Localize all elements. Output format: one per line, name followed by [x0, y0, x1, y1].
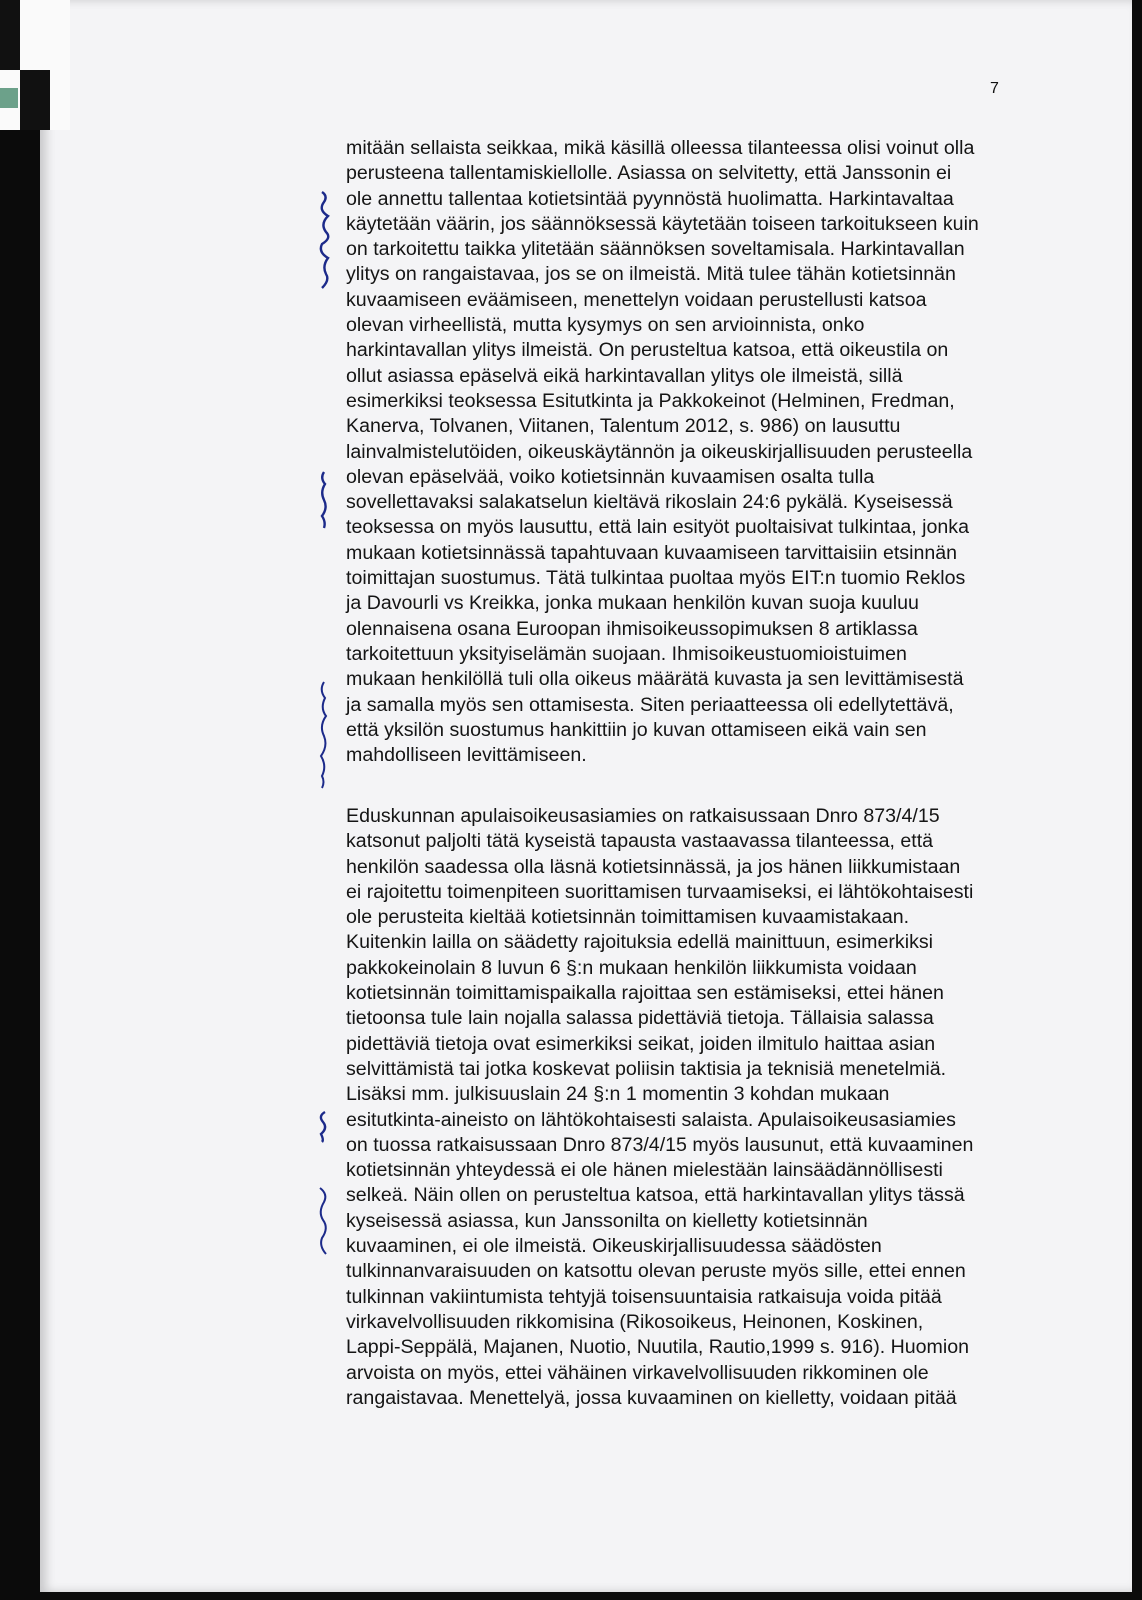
text-line: katsonut paljolti tätä kyseistä tapausta vastaavassa tilanteessa, että — [346, 830, 934, 853]
text-line: sovellettavaksi salakatselun kieltävä rikoslain 24:6 pykälä. Kyseisessä — [346, 491, 953, 514]
text-line: että yksilön suostumus hankittiin jo kuvan ottamiseen eikä vain sen — [346, 718, 927, 741]
text-line: tietoonsa tule lain nojalla salassa pidettäviä tietoja. Tällaisia salassa — [346, 1007, 934, 1030]
text-line: harkintavallan ylitys ilmeistä. On perusteltua katsoa, että oikeustila on — [346, 339, 949, 362]
margin-squiggle-icon — [316, 680, 332, 790]
text-line: perusteena tallentamiskiellolle. Asiassa on selvitetty, että Janssonin ei — [346, 162, 952, 185]
text-line: tarkoitettuun yksityiselämän suojaan. Ihmisoikeustuomioistuimen — [346, 642, 907, 665]
text-line: pidettäviä tietoja ovat esimerkiksi seikat, joiden ilmitulo haittaa asian — [346, 1032, 936, 1055]
paragraph-1 — [346, 136, 1106, 768]
text-line: käytetään väärin, jos säännöksessä käytetään toiseen tarkoitukseen kuin — [346, 212, 979, 235]
scan-artifact — [0, 0, 70, 130]
text-line: ole annettu tallentaa kotietsintää pyynnöstä huolimatta. Harkintavaltaa — [346, 187, 954, 210]
text-line: on tarkoitettu taikka ylitetään säännöksen soveltamisala. Harkintavallan — [346, 238, 965, 261]
text-line: on tuossa ratkaisussaan Dnro 873/4/15 myös lausunut, että kuvaaminen — [346, 1133, 974, 1156]
text-line: mitään sellaista seikkaa, mikä käsillä olleessa tilanteessa olisi voinut olla — [346, 137, 975, 159]
text-line: pakkokeinolain 8 luvun 6 §:n mukaan henkilön liikkumista voidaan — [346, 956, 917, 979]
text-line: mahdolliseen levittämiseen. — [346, 744, 587, 767]
text-line: selkeä. Näin ollen on perusteltua katsoa, että harkintavallan ylitys tässä — [346, 1184, 965, 1207]
text-line: lainvalmistelutöiden, oikeuskäytännön ja oikeuskirjallisuuden perusteella — [346, 440, 973, 463]
page-number: 7 — [990, 80, 999, 97]
text-line: kuvaamiseen eväämiseen, menettelyn voidaan perustellusti katsoa — [346, 288, 927, 311]
text-line: ja Davourli vs Kreikka, jonka mukaan henkilön kuvan suoja kuuluu — [346, 592, 919, 615]
text-line: ja samalla myös sen ottamisesta. Siten periaatteessa oli edellytettävä, — [346, 693, 954, 716]
text-line: olevan epäselvää, voiko kotietsinnän kuvaamisen osalta tulla — [346, 465, 875, 488]
text-line: olevan virheellistä, mutta kysymys on sen arvioinnista, onko — [346, 314, 865, 337]
text-line: kotietsinnän yhteydessä ei ole hänen mielestään lainsäädännöllisesti — [346, 1159, 943, 1182]
text-line: esimerkiksi teoksessa Esitutkinta ja Pakkokeinot (Helminen, Fredman, — [346, 389, 955, 412]
text-line: toimittajan suostumus. Tätä tulkintaa puoltaa myös EIT:n tuomio Reklos — [346, 567, 966, 590]
document-page — [40, 0, 1132, 1592]
margin-squiggle-icon — [316, 1186, 332, 1256]
text-line: esitutkinta-aineisto on lähtökohtaisesti salaista. Apulaisoikeusasiamies — [346, 1108, 956, 1131]
text-line: kotietsinnän toimittamispaikalla rajoittaa sen estämiseksi, ettei hänen — [346, 982, 944, 1005]
text-line: kyseisessä asiassa, kun Janssonilta on kielletty kotietsinnän — [346, 1209, 868, 1232]
text-line: teoksessa on myös lausuttu, että lain esityöt puoltaisivat tulkintaa, jonka — [346, 516, 969, 539]
margin-squiggle-icon — [316, 1110, 330, 1144]
text-line: ylitys on rangaistavaa, jos se on ilmeistä. Mitä tulee tähän kotietsinnän — [346, 263, 956, 286]
margin-squiggle-icon — [316, 190, 336, 290]
text-line: henkilön saadessa olla läsnä kotietsinnässä, ja jos hänen liikkumistaan — [346, 855, 961, 878]
text-line: kuvaaminen, ei ole ilmeistä. Oikeuskirjallisuudessa säädösten — [346, 1235, 882, 1258]
text-line: tulkinnan vakiintumista tehtyjä toisensuuntaisia ratkaisuja voida pitää — [346, 1285, 942, 1308]
text-line: tulkinnanvaraisuuden on katsottu olevan peruste myös sille, ettei ennen — [346, 1260, 966, 1283]
text-line: mukaan henkilöllä tuli olla oikeus määrätä kuvasta ja sen levittämisestä — [346, 668, 964, 691]
text-line: ollut asiassa epäselvä eikä harkintavallan ylitys ole ilmeistä, sillä — [346, 364, 903, 387]
text-line: Kanerva, Tolvanen, Viitanen, Talentum 2012, s. 986) on lausuttu — [346, 415, 901, 438]
text-line: Lappi-Seppälä, Majanen, Nuotio, Nuutila, Rautio,1999 s. 916). Huomion — [346, 1336, 970, 1359]
text-line: ei rajoitettu toimenpiteen suorittamisen turvaamiseksi, ei lähtökohtaisesti — [346, 880, 974, 903]
text-line: olennaisena osana Euroopan ihmisoikeussopimuksen 8 artiklassa — [346, 617, 918, 640]
paragraph-2 — [346, 804, 1106, 1411]
text-line: virkavelvollisuuden rikkomisina (Rikosoikeus, Heinonen, Koskinen, — [346, 1310, 924, 1333]
text-line: Lisäksi mm. julkisuuslain 24 §:n 1 momentin 3 kohdan mukaan — [346, 1083, 890, 1106]
text-line: ole perusteita kieltää kotietsinnän toimittamisen kuvaamistakaan. — [346, 906, 910, 929]
margin-squiggle-icon — [316, 470, 332, 530]
text-line: selvittämistä tai jotka koskevat poliisin taktisia ja teknisiä menetelmiä. — [346, 1057, 947, 1080]
text-line: Kuitenkin lailla on säädetty rajoituksia edellä mainittuun, esimerkiksi — [346, 931, 934, 954]
text-line: arvoista on myös, ettei vähäinen virkavelvollisuuden rikkominen ole — [346, 1361, 929, 1384]
text-line: mukaan kotietsinnässä tapahtuvaan kuvaamiseen tarvittaisiin etsinnän — [346, 541, 958, 564]
text-line: Eduskunnan apulaisoikeusasiamies on ratkaisussaan Dnro 873/4/15 — [346, 805, 940, 827]
text-line: rangaistavaa. Menettelyä, jossa kuvaaminen on kielletty, voidaan pitää — [346, 1386, 957, 1409]
